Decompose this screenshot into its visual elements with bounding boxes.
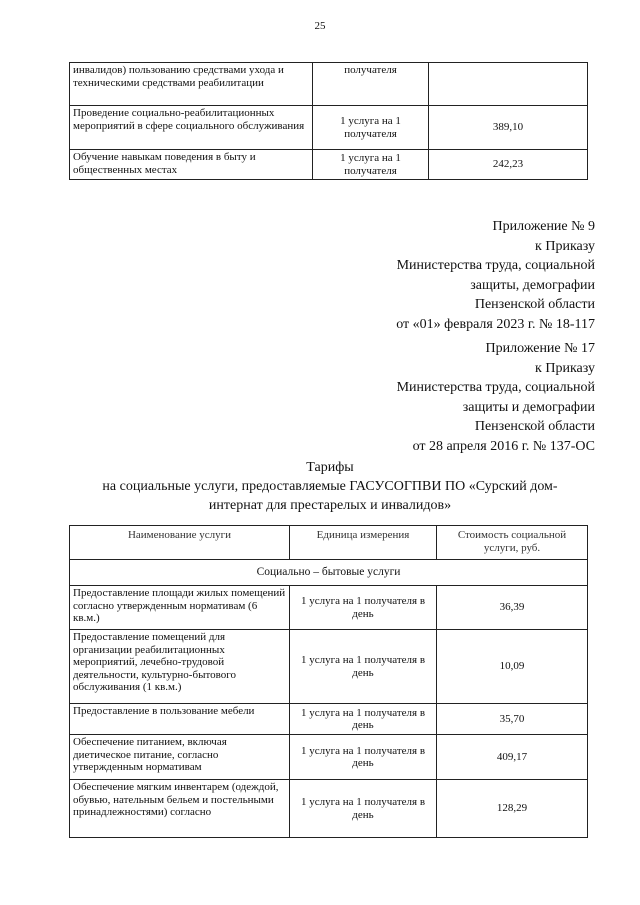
section-row — [70, 560, 588, 586]
appendix-line: от «01» февраля 2023 г. № 18-117 — [396, 316, 595, 332]
header-unit: Единица измерения — [290, 526, 437, 560]
title-line: интернат для престарелых и инвалидов» — [208, 498, 452, 513]
service-name-cell: Обеспечение мягким инвентарем (одеждой, обувью, нательным бельем и постельными принадлежностями) согласно — [70, 780, 290, 838]
title-heading: Тарифы — [306, 460, 354, 475]
table-row — [70, 150, 588, 180]
appendix-line: к Приказу — [535, 360, 595, 376]
unit-cell: получателя — [313, 63, 429, 106]
price-cell: 10,09 — [437, 630, 588, 704]
table-row — [70, 630, 588, 704]
price-cell: 389,10 — [429, 106, 588, 150]
price-cell: 128,29 — [437, 780, 588, 838]
unit-cell: 1 услуга на 1 получателя в день — [290, 735, 437, 780]
price-cell: 35,70 — [437, 704, 588, 735]
unit-cell: 1 услуга на 1 получателя в день — [290, 780, 437, 838]
unit-cell: 1 услуга на 1 получателя — [313, 106, 429, 150]
appendix-9-block — [396, 217, 595, 334]
table-row — [70, 586, 588, 630]
price-cell — [429, 63, 588, 106]
unit-cell: 1 услуга на 1 получателя в день — [290, 704, 437, 735]
header-name: Наименование услуги — [70, 526, 290, 560]
table-row — [70, 106, 588, 150]
service-name-cell: Предоставление помещений для организации реабилитационных мероприятий, лечебно-трудовой деятельности, культурно-бытового обслуживания (1 кв.м.) — [70, 630, 290, 704]
appendix-17-block — [397, 339, 595, 456]
header-price: Стоимость социальной услуги, руб. — [437, 526, 588, 560]
appendix-line: защиты, демографии — [470, 277, 595, 293]
table-row — [70, 735, 588, 780]
unit-cell: 1 услуга на 1 получателя в день — [290, 630, 437, 704]
table-row — [70, 704, 588, 735]
unit-cell: 1 услуга на 1 получателя — [313, 150, 429, 180]
section-title: Социально – бытовые услуги — [70, 560, 588, 586]
title-line: на социальные услуги, предоставляемые ГАСУСОГПВИ ПО «Сурский дом- — [102, 479, 558, 494]
service-name-cell: Обеспечение питанием, включая диетическое питание, согласно утвержденным нормативам — [70, 735, 290, 780]
tariff-table — [69, 525, 588, 838]
table-row — [70, 63, 588, 106]
price-cell: 242,23 — [429, 150, 588, 180]
appendix-line: Пензенской области — [474, 297, 595, 312]
service-name-cell: Обучение навыкам поведения в быту и общественных местах — [70, 150, 313, 180]
appendix-line: Пензенской области — [474, 419, 595, 434]
price-cell: 36,39 — [437, 586, 588, 630]
appendix-line: от 28 апреля 2016 г. № 137-ОС — [412, 438, 595, 454]
appendix-line: Приложение № 17 — [485, 341, 595, 356]
appendix-line: Приложение № 9 — [492, 219, 595, 234]
appendix-line: Министерства труда, социальной — [396, 380, 595, 395]
table-header-row — [70, 526, 588, 560]
service-name-cell: инвалидов) пользованию средствами ухода и техническими средствами реабилитации — [70, 63, 313, 106]
page-number: 25 — [314, 20, 326, 32]
document-title — [60, 458, 600, 515]
unit-cell: 1 услуга на 1 получателя в день — [290, 586, 437, 630]
tariff-table-continued — [69, 62, 588, 180]
table-row — [70, 780, 588, 838]
service-name-cell: Проведение социально-реабилитационных мероприятий в сфере социального обслуживания — [70, 106, 313, 150]
price-cell: 409,17 — [437, 735, 588, 780]
appendix-line: Министерства труда, социальной — [396, 258, 595, 273]
appendix-line: к Приказу — [535, 238, 595, 254]
service-name-cell: Предоставление площади жилых помещений согласно утвержденным нормативам (6 кв.м.) — [70, 586, 290, 630]
service-name-cell: Предоставление в пользование мебели — [70, 704, 290, 735]
appendix-line: защиты и демографии — [462, 399, 595, 415]
